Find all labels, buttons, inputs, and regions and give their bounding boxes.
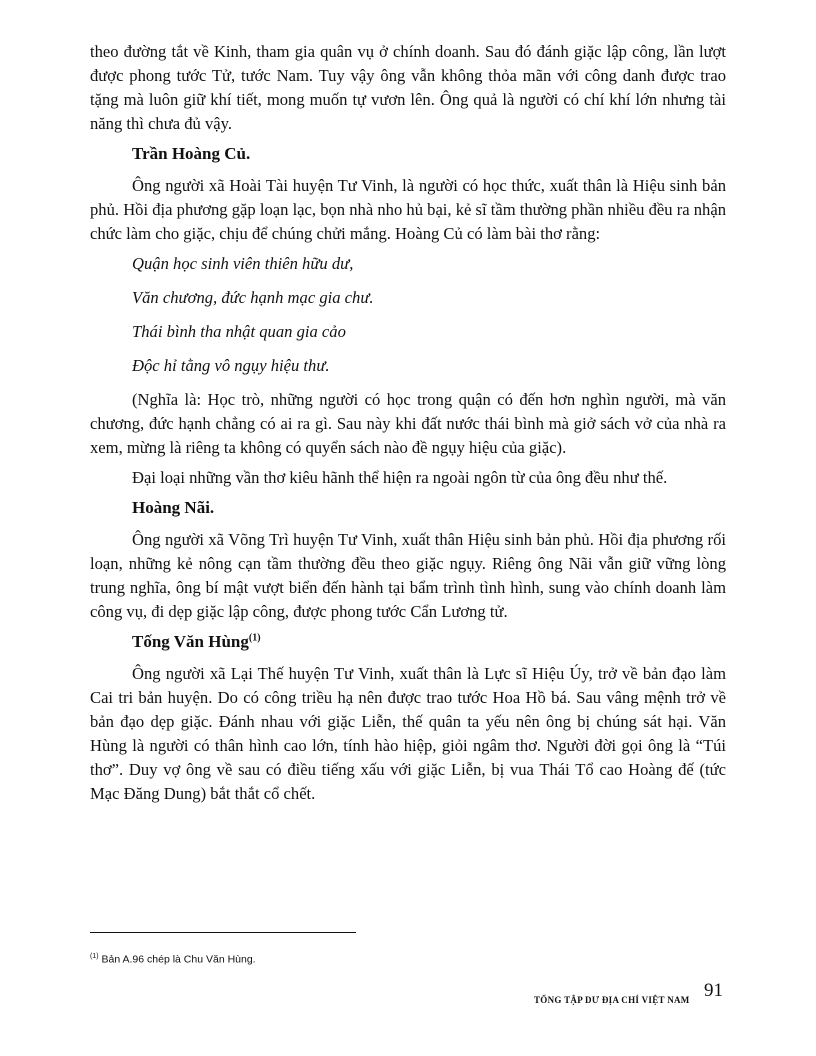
heading-tong-van-hung-text: Tống Văn Hùng xyxy=(132,632,249,651)
poem-block xyxy=(90,252,726,378)
poem-line-2: Văn chương, đức hạnh mạc gia chư. xyxy=(132,288,374,307)
footnote xyxy=(90,950,256,967)
heading-hoang-nai: Hoàng Nãi. xyxy=(132,498,215,517)
poem-line-3: Thái bình tha nhật quan gia cảo xyxy=(132,322,346,341)
poem-line-4: Độc hỉ tằng vô ngụy hiệu thư. xyxy=(132,356,330,375)
footnote-reference: (1) xyxy=(248,632,261,644)
paragraph-5: Ông người xã Võng Trì huyện Tư Vinh, xuất thân Hiệu sinh bản phủ. Hồi địa phương rối loạn, những kẻ nông cạn tầm thường đều theo giặc ngụy. Riêng ông Nãi vẫn giữ vững lòng trung nghĩa, ông bí mật vượt biển đến hành tại bẩm trình tình hình, sung vào chính doanh làm công vụ, đi dẹp giặc lập công, được phong tước Cẩn Lương tử. xyxy=(90,530,726,621)
paragraph-4: Đại loại những vần thơ kiêu hãnh thể hiện ra ngoài ngôn từ của ông đều như thế. xyxy=(132,468,668,487)
footnote-text: Bản A.96 chép là Chu Văn Hùng. xyxy=(98,953,256,966)
poem-line-1: Quận học sinh viên thiên hữu dư, xyxy=(132,254,354,273)
running-footer-title: TỔNG TẬP DƯ ĐỊA CHÍ VIỆT NAM xyxy=(534,995,690,1005)
paragraph-1: theo đường tắt về Kinh, tham gia quân vụ ở chính doanh. Sau đó đánh giặc lập công, lần lượt được phong tước Tử, tước Nam. Tuy vậy ông vẫn không thỏa mãn với công danh được trao tặng mà luôn giữ khí tiết, mong muốn tự vươn lên. Ông quả là người có chí khí lớn nhưng tài năng thì chưa đủ vậy. xyxy=(90,42,726,133)
heading-tran-hoang-cu: Trần Hoàng Củ. xyxy=(132,144,251,163)
footnote-mark: (1) xyxy=(90,953,99,960)
footnote-divider xyxy=(90,932,356,933)
heading-tong-van-hung xyxy=(90,630,726,654)
paragraph-6: Ông người xã Lại Thế huyện Tư Vinh, xuất thân là Lực sĩ Hiệu Úy, trở về bản đạo làm Cai tri bản huyện. Do có công triều hạ nên được trao tước Hoa Hồ bá. Sau vâng mệnh trở về bản đạo dẹp giặc. Đánh nhau với giặc Liễn, thế quân ta yếu nên ông bị chúng sát hại. Văn Hùng là người có thân hình cao lớn, tính hào hiệp, giỏi ngâm thơ. Người đời gọi ông là “Túi thơ”. Duy vợ ông về sau có điều tiếng xấu với giặc Liễn, bị vua Thái Tổ cao Hoàng đế (tức Mạc Đăng Dung) bắt thắt cổ chết. xyxy=(90,664,726,803)
paragraph-3: (Nghĩa là: Học trò, những người có học trong quận có đến hơn nghìn người, mà văn chương, đức hạnh chẳng có ai ra gì. Sau này khi đất nước thái bình mà giở sách vở của nhà ra xem, mừng là riêng ta không có quyển sách nào đề ngụy hiệu của giặc). xyxy=(90,390,726,457)
paragraph-2: Ông người xã Hoài Tài huyện Tư Vinh, là người có học thức, xuất thân là Hiệu sinh bản phủ. Hồi địa phương gặp loạn lạc, bọn nhà nho hủ bại, kẻ sĩ tầm thường phần nhiều đều ra nhận chức làm cho giặc, chịu để chúng chửi mắng. Hoàng Củ có làm bài thơ rằng: xyxy=(90,176,727,243)
page-number: 91 xyxy=(704,980,723,1001)
page-body xyxy=(90,40,726,812)
